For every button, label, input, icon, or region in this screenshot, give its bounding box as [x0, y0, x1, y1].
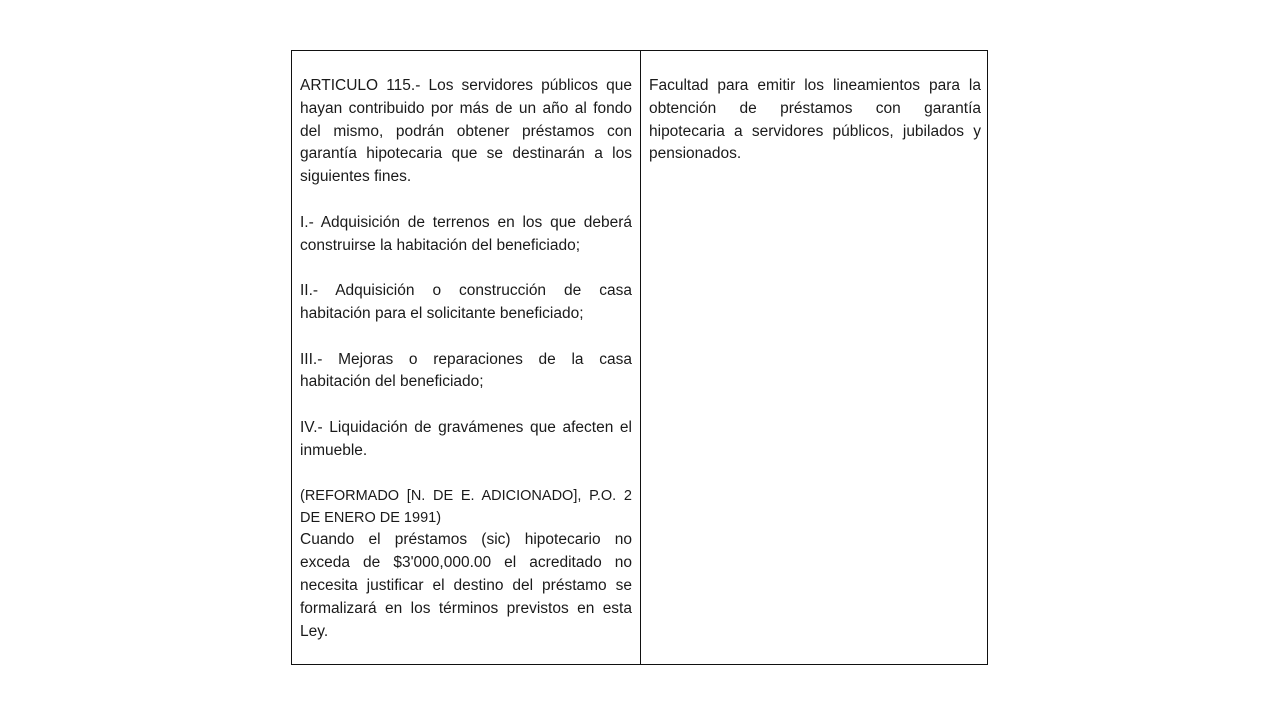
fraction-ii-paragraph: II.- Adquisición o construcción de casa habitación para el solicitante beneficiado; [300, 282, 632, 322]
fraction-iv-paragraph: IV.- Liquidación de gravámenes que afecten el inmueble. [300, 418, 632, 459]
article-paragraph: ARTICULO 115.- Los servidores públicos que hayan contribuido por más de un año al fondo del mismo, podrán obtener préstamos con garantía hipotecaria que se destinarán a los siguientes fines. [300, 77, 632, 186]
final-paragraph: Cuando el préstamos (sic) hipotecario no exceda de $3'000,000.00 el acreditado no necesita justificar el destino del préstamo se formalizará en los términos previstos en esta Ley. [300, 531, 632, 640]
reform-note: (REFORMADO [N. DE E. ADICIONADO], P.O. 2 DE ENERO DE 1991) [300, 488, 632, 527]
fraction-iii-paragraph: III.- Mejoras o reparaciones de la casa habitación del beneficiado; [300, 350, 632, 391]
table-cell-faculty [641, 51, 989, 664]
fraction-i-paragraph: I.- Adquisición de terrenos en los que deberá construirse la habitación del beneficiado; [300, 213, 632, 254]
document-table [291, 50, 988, 665]
faculty-paragraph: Facultad para emitir los lineamientos para la obtención de préstamos con garantía hipotecaria a servidores públicos, jubilados y pensionados. [649, 77, 981, 163]
table-cell-article [292, 51, 641, 664]
